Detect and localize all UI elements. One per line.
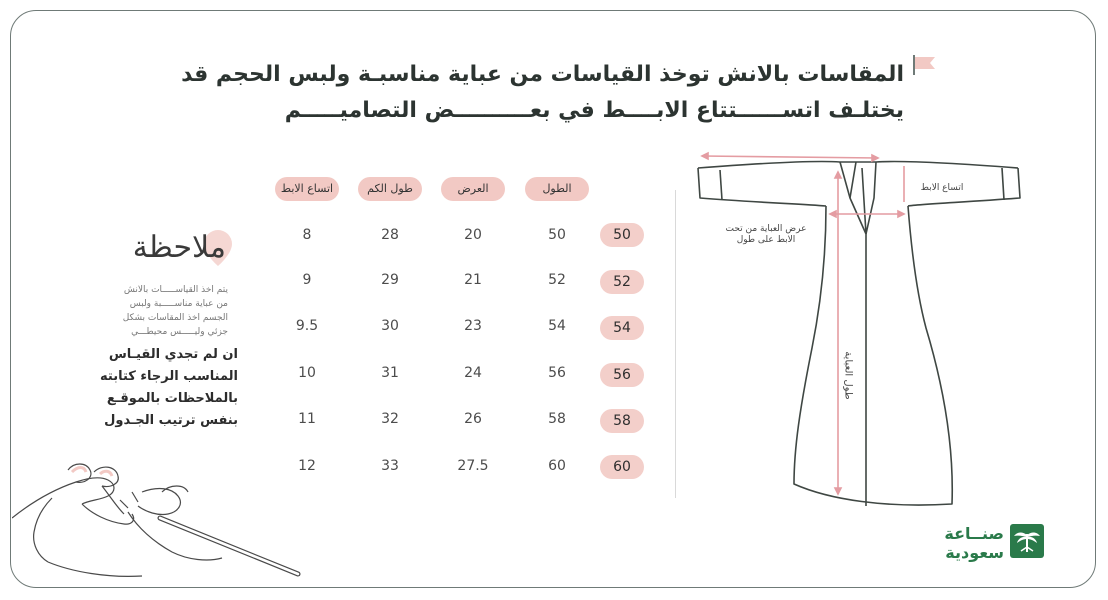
- size-badge: 54: [600, 316, 644, 340]
- flag-icon: [912, 55, 936, 75]
- header-width: العرض: [441, 177, 505, 201]
- brand-logo-text: [930, 524, 1004, 562]
- note-big-line: بالملاحظات بالموقـع: [106, 391, 238, 406]
- sleeve-value: 28: [381, 227, 399, 243]
- logo-line-2: سعودية: [945, 543, 1004, 562]
- size-badge: 58: [600, 409, 644, 433]
- size-badge: 50: [600, 223, 644, 247]
- sleeve-value: 29: [381, 272, 399, 288]
- armhole-value: 9.5: [295, 318, 319, 334]
- width-label: [718, 224, 814, 246]
- logo-line-1: صنــاعة: [944, 524, 1004, 543]
- note-big-line: بنفس ترتيب الجـدول: [104, 413, 238, 428]
- size-badge: 52: [600, 270, 644, 294]
- armhole-value: 10: [298, 365, 316, 381]
- crochet-hands-illustration: [12, 462, 307, 588]
- armhole-value: 9: [302, 272, 312, 288]
- armhole-value: 11: [298, 411, 316, 427]
- page-title-line-2: يختلـف اتســــــتتاع الابــــط في بعــــــــــض التصاميـــــم: [284, 98, 904, 123]
- width-value: 21: [464, 272, 482, 288]
- length-value: 60: [548, 458, 566, 474]
- length-label: طول العباية: [842, 351, 854, 400]
- width-label-line: عرض العباية من تحت: [725, 224, 807, 234]
- length-value: 54: [548, 318, 566, 334]
- sleeve-value: 33: [381, 458, 399, 474]
- note-small-line: جزئي وليـــــس محيطـــي: [131, 327, 228, 337]
- note-big-line: المناسب الرجاء كتابته: [100, 369, 238, 384]
- note-small-line: الجسم اخذ المقاسات بشكل: [122, 313, 228, 323]
- note-big-line: ان لم تجدي القيـاس: [108, 347, 238, 362]
- header-sleeve-length: طول الكم: [358, 177, 422, 201]
- page-title-line-1: المقاسات بالانش توخذ القياسات من عباية مناسبـة ولبس الحجم قد: [181, 62, 904, 87]
- size-badge: 56: [600, 363, 644, 387]
- length-value: 52: [548, 272, 566, 288]
- note-instructions: [100, 283, 228, 339]
- abaya-measurement-diagram: [690, 148, 1062, 528]
- width-value: 26: [464, 411, 482, 427]
- length-value: 56: [548, 365, 566, 381]
- width-value: 24: [464, 365, 482, 381]
- armhole-value: 8: [302, 227, 312, 243]
- length-value: 50: [548, 227, 566, 243]
- note-small-line: يتم اخذ القياســـــات بالانش: [123, 285, 228, 295]
- width-value: 20: [464, 227, 482, 243]
- note-request: [80, 344, 238, 432]
- note-title: [112, 224, 232, 274]
- armhole-value: 12: [298, 458, 316, 474]
- width-label-line: الابط على طول: [736, 235, 796, 245]
- palm-tree-logo-icon: [1010, 524, 1044, 558]
- sleeve-value: 32: [381, 411, 399, 427]
- armhole-label: اتساع الابط: [920, 183, 964, 193]
- note-title-text: ملاحظة: [132, 230, 226, 265]
- sleeve-value: 31: [381, 365, 399, 381]
- width-value: 23: [464, 318, 482, 334]
- divider: [675, 190, 676, 498]
- sleeve-value: 30: [381, 318, 399, 334]
- size-badge: 60: [600, 455, 644, 479]
- header-length: الطول: [525, 177, 589, 201]
- header-armhole: اتساع الابط: [275, 177, 339, 201]
- width-value: 27.5: [457, 458, 489, 474]
- length-value: 58: [548, 411, 566, 427]
- note-small-line: من عباية مناســـــبة ولبس: [129, 299, 228, 309]
